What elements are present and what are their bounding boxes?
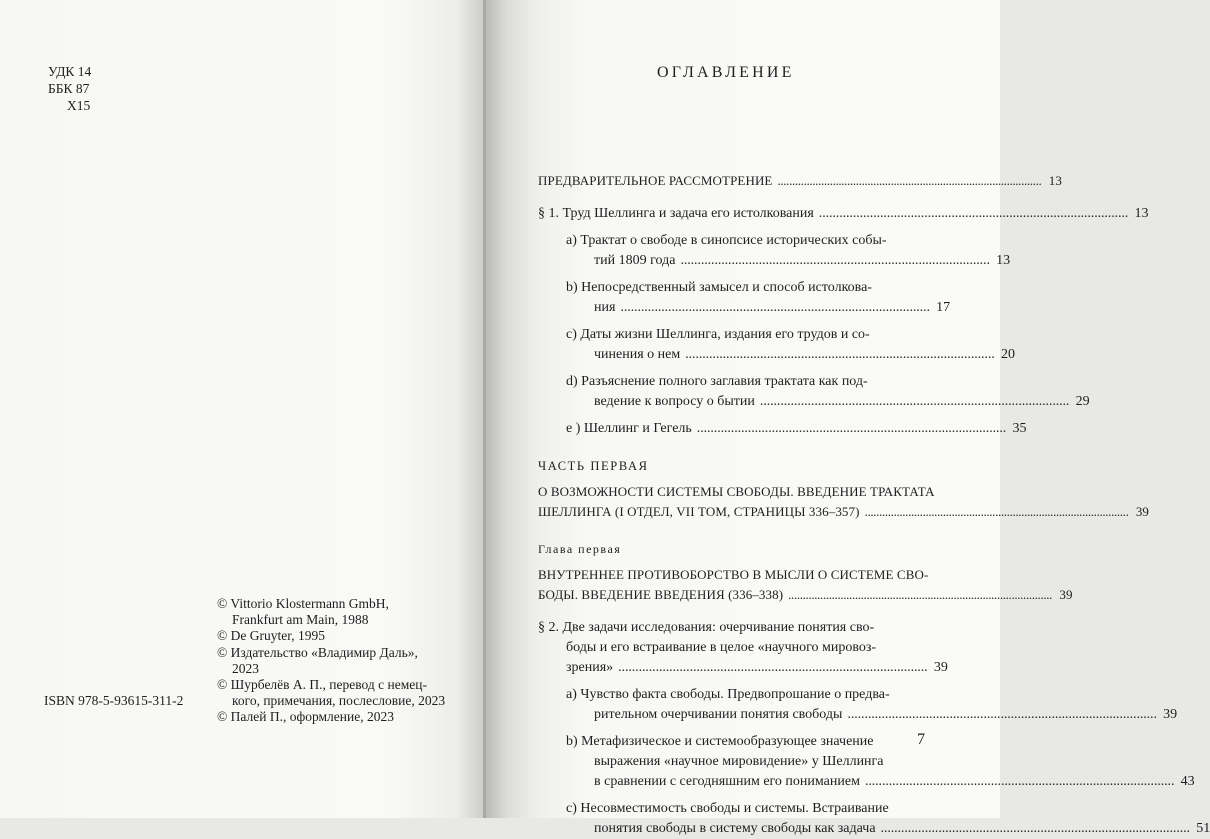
toc-entry-label: чинения о нем bbox=[594, 347, 681, 362]
toc-entry-label: a) Чувство факта свободы. Предвопрошание о предва- bbox=[566, 687, 890, 702]
toc-page-number: 39 bbox=[933, 660, 948, 675]
toc-entry-label: ВНУТРЕННЕЕ ПРОТИВОБОРСТВО В МЫСЛИ О СИСТЕМЕ СВО- bbox=[538, 567, 929, 582]
toc-page-number: 20 bbox=[1000, 347, 1015, 362]
dot-leader bbox=[783, 585, 1056, 605]
toc-entry-1b[interactable] bbox=[538, 278, 951, 318]
toc-page-number: 39 bbox=[1135, 504, 1150, 519]
dot-leader bbox=[860, 502, 1133, 522]
toc-entry-section-1[interactable] bbox=[538, 204, 1149, 224]
copyright-line: кого, примечания, послесловие, 2023 bbox=[232, 693, 446, 709]
copyright-line: © Издательство «Владимир Даль», bbox=[217, 644, 418, 660]
author-mark: Х15 bbox=[67, 98, 91, 113]
dot-leader bbox=[842, 705, 1161, 725]
toc-entry-2a[interactable] bbox=[538, 685, 1178, 725]
toc-entry-label: ния bbox=[594, 300, 616, 315]
dot-leader bbox=[615, 298, 934, 318]
dot-leader bbox=[814, 204, 1133, 224]
toc-entry-label: a) Трактат о свободе в синопсисе исторических собы- bbox=[566, 233, 887, 248]
chapter-heading: Глава первая bbox=[538, 542, 622, 556]
toc-entry-section-2[interactable] bbox=[538, 618, 948, 678]
dot-leader bbox=[755, 392, 1074, 412]
toc-entry-label: выражения «научное мировидение» у Шеллинга bbox=[594, 754, 884, 769]
part-heading: ЧАСТЬ ПЕРВАЯ bbox=[538, 459, 649, 473]
toc-entry-label: b) Метафизическое и системообразующее значение bbox=[566, 734, 874, 749]
toc-entry-label: БОДЫ. ВВЕДЕНИЕ ВВЕДЕНИЯ (336–338) bbox=[538, 587, 784, 602]
toc-entry-label: § 1. Труд Шеллинга и задача его истолкования bbox=[538, 206, 814, 221]
toc-page-number: 43 bbox=[1180, 774, 1195, 789]
toc-entry-label: ПРЕДВАРИТЕЛЬНОЕ РАССМОТРЕНИЕ bbox=[538, 173, 773, 188]
toc-page-number: 39 bbox=[1059, 587, 1073, 602]
toc-entry-label: рительном очерчивании понятия свободы bbox=[594, 707, 843, 722]
copyright-line: © Vittorio Klostermann GmbH, bbox=[217, 596, 389, 611]
toc-entry-label: c) Несовместимость свободы и системы. Встраивание bbox=[566, 801, 889, 816]
dot-leader bbox=[613, 658, 932, 678]
toc-entry-1a[interactable] bbox=[538, 231, 1011, 271]
toc-entry-label: e ) Шеллинг и Гегель bbox=[566, 421, 692, 436]
toc-entry-2c[interactable] bbox=[538, 799, 1210, 839]
left-page bbox=[0, 0, 486, 818]
dot-leader bbox=[675, 251, 994, 271]
classification-codes bbox=[48, 63, 91, 114]
copyright-line: © Шурбелёв А. П., перевод с немец- bbox=[217, 677, 427, 693]
toc-title: ОГЛАВЛЕНИЕ bbox=[657, 64, 795, 81]
table-of-contents bbox=[538, 171, 1210, 839]
page-number: 7 bbox=[917, 731, 925, 748]
toc-entry-label: в сравнении с сегодняшним его пониманием bbox=[594, 774, 860, 789]
copyright-line: 2023 bbox=[232, 660, 259, 676]
copyright-line: © De Gruyter, 1995 bbox=[217, 628, 325, 644]
toc-entry-label: b) Непосредственный замысел и способ истолкова- bbox=[566, 280, 872, 295]
dot-leader bbox=[860, 772, 1179, 792]
toc-entry-2b[interactable] bbox=[538, 732, 1195, 792]
toc-page-number: 39 bbox=[1163, 707, 1178, 722]
toc-page-number: 13 bbox=[1134, 206, 1149, 221]
toc-entry-label: ШЕЛЛИНГА (I ОТДЕЛ, VII ТОМ, СТРАНИЦЫ 336–357) bbox=[538, 504, 860, 519]
dot-leader bbox=[772, 171, 1045, 191]
copyright-line: © Палей П., оформление, 2023 bbox=[217, 709, 394, 725]
dot-leader bbox=[680, 345, 999, 365]
toc-entry-part-1[interactable] bbox=[538, 456, 1150, 522]
copyright-line: Frankfurt am Main, 1988 bbox=[232, 612, 369, 628]
udk-code: УДК 14 bbox=[48, 64, 92, 79]
bbk-code: ББК 87 bbox=[48, 81, 90, 96]
toc-entry-label: d) Разъяснение полного заглавия трактата как под- bbox=[566, 374, 868, 389]
toc-entry-label: О ВОЗМОЖНОСТИ СИСТЕМЫ СВОБОДЫ. ВВЕДЕНИЕ ТРАКТАТА bbox=[538, 484, 935, 499]
dot-leader bbox=[876, 819, 1195, 839]
dot-leader bbox=[692, 419, 1011, 439]
toc-entry-preliminary[interactable] bbox=[538, 171, 1062, 191]
toc-page-number: 35 bbox=[1012, 421, 1027, 436]
isbn: ISBN 978-5-93615-311-2 bbox=[44, 693, 184, 708]
toc-entry-label: понятия свободы в систему свободы как задача bbox=[594, 821, 876, 836]
toc-entry-1d[interactable] bbox=[538, 372, 1090, 412]
toc-entry-chapter-1[interactable] bbox=[538, 539, 1073, 605]
toc-entry-label: тий 1809 года bbox=[594, 253, 676, 268]
toc-page-number: 13 bbox=[996, 253, 1011, 268]
toc-page-number: 29 bbox=[1075, 394, 1090, 409]
toc-entry-label: ведение к вопросу о бытии bbox=[594, 394, 755, 409]
toc-entry-label: зрения» bbox=[566, 660, 614, 675]
toc-entry-1c[interactable] bbox=[538, 325, 1015, 365]
copyright-block bbox=[217, 596, 482, 726]
toc-page-number: 17 bbox=[936, 300, 951, 315]
toc-entry-label: c) Даты жизни Шеллинга, издания его трудов и со- bbox=[566, 327, 870, 342]
toc-entry-1e[interactable] bbox=[538, 419, 1027, 439]
toc-entry-label: боды и его встраивание в целое «научного мировоз- bbox=[566, 640, 877, 655]
toc-page-number: 51 bbox=[1196, 821, 1210, 836]
toc-page-number: 13 bbox=[1048, 173, 1062, 188]
toc-entry-label: § 2. Две задачи исследования: очерчивание понятия сво- bbox=[538, 620, 875, 635]
